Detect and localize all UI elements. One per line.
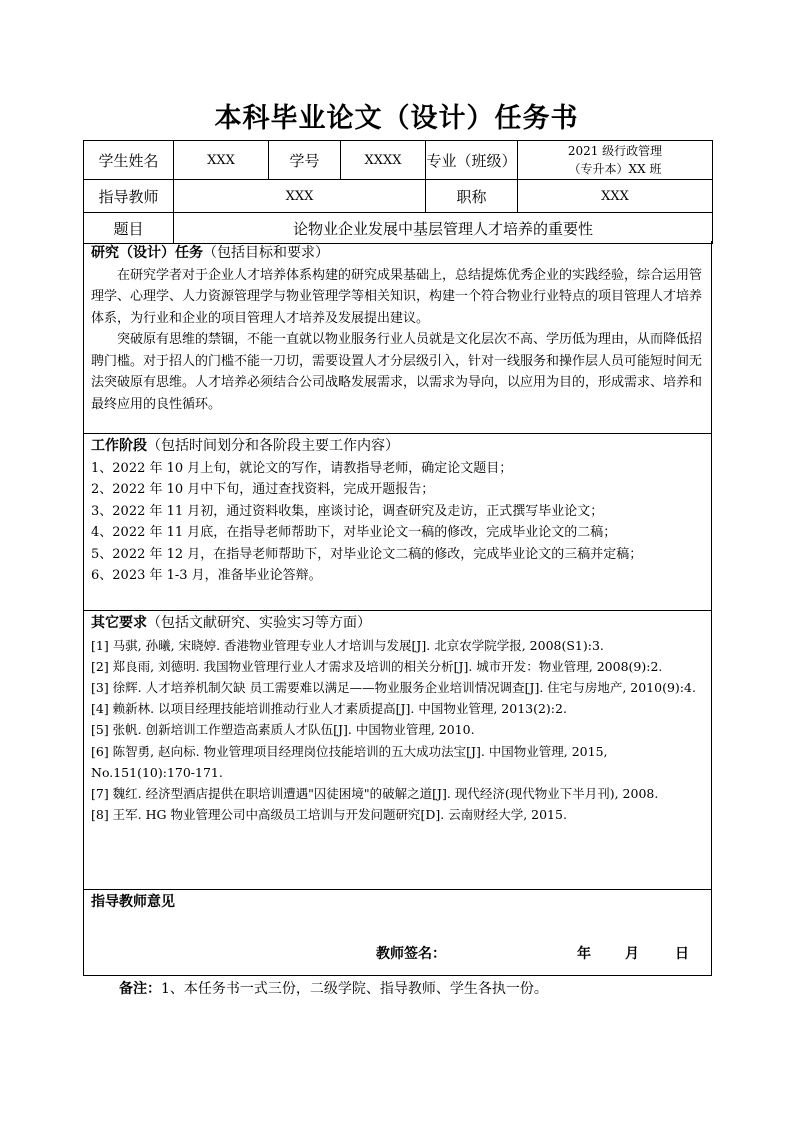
- stage-item: 4、2022 年 11 月底，在指导老师帮助下，对毕业论文一稿的修改，完成毕业论文的二稿；: [91, 525, 617, 540]
- stage-item: 2、2022 年 10 月中下旬，通过查找资料，完成开题报告；: [91, 482, 435, 497]
- stage-item: 3、2022 年 11 月初，通过资料收集，座谈讨论，调查研究及走访，正式撰写毕业论文；: [91, 503, 604, 519]
- major-value: [518, 141, 713, 180]
- major-line-2: （专升本）XX 班: [568, 162, 662, 176]
- research-paragraph-1: 在研究学者对于企业人才培养体系构建的研究成果基础上，总结提炼优秀企业的实践经验，综合运用管理学、心理学、人力资源管理学与物业管理学等相关知识，构建一个符合物业行业特点的项目管理人才培养体系，为行业和企业的项目管理人才培养及发展提出建议。: [91, 267, 703, 326]
- reference-item: [8] 王军. HG 物业管理公司中高级员工培训与开发问题研究[D]. 云南财经大学, 2015.: [91, 807, 567, 823]
- major-line-1: 2021 级行政管理: [567, 144, 663, 158]
- page-title: 本科毕业论文（设计）任务书: [214, 103, 579, 134]
- info-row-student: [84, 141, 713, 180]
- research-heading: 研究（设计）任务（包括目标和要求）: [91, 245, 329, 261]
- stages-heading: 工作阶段（包括时间划分和各阶段主要工作内容）: [91, 438, 399, 454]
- month-label: 月: [625, 946, 639, 962]
- student-name-value: XXX: [174, 141, 269, 180]
- reference-item: [6] 陈智勇, 赵向标. 物业管理项目经理岗位技能培训的五大成功法宝[J]. 中国物业管理, 2015, No.151(10):170-171.: [91, 743, 608, 780]
- title-rank-label: 职称: [426, 180, 518, 213]
- opinion-heading: 指导教师意见: [91, 894, 175, 910]
- opinion-section: [83, 890, 712, 976]
- research-section: [83, 241, 712, 434]
- year-label: 年: [577, 946, 591, 962]
- stage-item: 6、2023 年 1-3 月，准备毕业论答辩。: [91, 568, 322, 583]
- footnote-text: 1、本任务书一式三份，二级学院、指导教师、学生各执一份。: [161, 981, 548, 997]
- stage-item: 5、2022 年 12 月，在指导老师帮助下，对毕业论文二稿的修改，完成毕业论文的三稿并定稿；: [91, 546, 643, 562]
- topic-label: 题目: [84, 213, 174, 244]
- reference-item: [1] 马骐, 孙曦, 宋晓婷. 香港物业管理专业人才培训与发展[J]. 北京农学院学报, 2008(S1):3.: [91, 637, 604, 653]
- major-label: 专业（班级）: [426, 141, 518, 180]
- topic-value: 论物业企业发展中基层管理人才培养的重要性: [174, 213, 713, 244]
- title-rank-value: XXX: [518, 180, 713, 213]
- reference-item: [3] 徐辉. 人才培养机制欠缺 员工需要难以满足——物业服务企业培训情况调查[J]. 住宅与房地产, 2010(9):4.: [91, 679, 696, 695]
- stages-section: [83, 434, 712, 611]
- other-heading: 其它要求（包括文献研究、实验实习等方面）: [91, 615, 371, 631]
- reference-item: [2] 郑良雨, 刘德明. 我国物业管理行业人才需求及培训的相关分析[J]. 城市开发：物业管理, 2008(9):2.: [91, 658, 663, 674]
- info-row-advisor: [84, 180, 713, 213]
- advisor-value: XXX: [174, 180, 426, 213]
- footnote-label: 备注：: [119, 981, 161, 997]
- advisor-label: 指导教师: [84, 180, 174, 213]
- day-label: 日: [675, 946, 689, 962]
- reference-item: [5] 张帆. 创新培训工作塑造高素质人才队伍[J]. 中国物业管理, 2010.: [91, 722, 475, 738]
- research-paragraph-2: 突破原有思维的禁锢，不能一直就以物业服务行业人员就是文化层次不高、学历低为理由，从而降低招聘门槛。对于招人的门槛不能一刀切，需要设置人才分层级引入，针对一线服务和操作层人员可能短时间无法突破原有思维。人才培养必须结合公司战略发展需求，以需求为导向，以应用为目的，形成需求、培养和最终应用的良性循环。: [91, 332, 703, 412]
- reference-item: [7] 魏红. 经济型酒店提供在职培训遭遇"囚徒困境"的破解之道[J]. 现代经济(现代物业下半月刊), 2008.: [91, 785, 659, 801]
- student-id-value: XXXX: [341, 141, 426, 180]
- info-table: [83, 140, 713, 244]
- reference-item: [4] 赖新林. 以项目经理技能培训推动行业人才素质提高[J]. 中国物业管理, 2013(2):2.: [91, 701, 567, 717]
- footnote: [119, 978, 548, 998]
- info-row-topic: [84, 213, 713, 244]
- other-section: [83, 611, 712, 890]
- student-name-label: 学生姓名: [84, 141, 174, 180]
- stage-item: 1、2022 年 10 月上旬，就论文的写作，请教指导老师，确定论文题目；: [91, 460, 513, 476]
- teacher-signature-label: 教师签名：: [376, 946, 446, 962]
- student-id-label: 学号: [269, 141, 341, 180]
